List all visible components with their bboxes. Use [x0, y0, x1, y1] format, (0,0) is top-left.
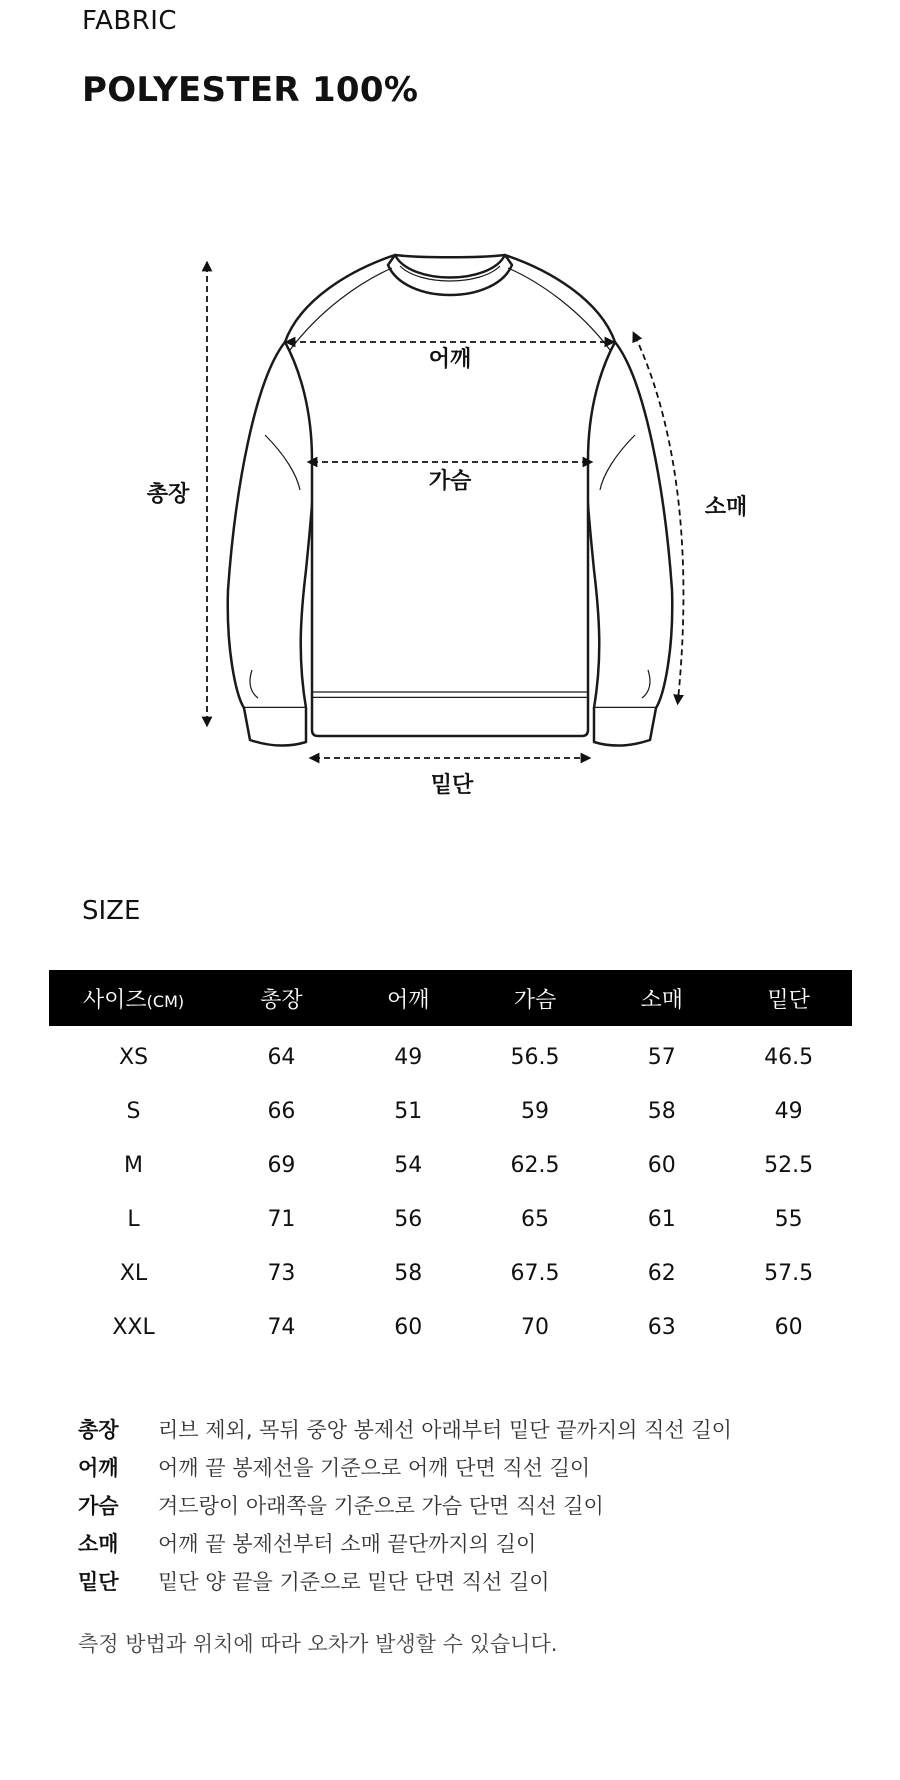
table-row [49, 1300, 852, 1354]
measurement-definitions [78, 1410, 732, 1600]
sleeve-cell: 57 [647, 1044, 676, 1070]
hem-rib-shape [312, 698, 588, 736]
definition-text: 밑단 양 끝을 기준으로 밑단 단면 직선 길이 [158, 1570, 550, 1594]
size-table-header [49, 970, 852, 1026]
length-cell: 73 [267, 1260, 296, 1286]
chest-label: 가슴 [428, 469, 472, 494]
hem-cell: 49 [774, 1098, 803, 1124]
shoulder-cell: 54 [394, 1152, 423, 1178]
chest-cell: 67.5 [510, 1260, 560, 1286]
length-label: 총장 [146, 482, 190, 507]
shoulder-label: 어깨 [428, 347, 472, 372]
definition-row [78, 1562, 732, 1600]
hem-cell: 52.5 [764, 1152, 814, 1178]
size-cell: XS [119, 1044, 149, 1070]
definition-text: 리브 제외, 목뒤 중앙 봉제선 아래부터 밑단 끝까지의 직선 길이 [158, 1418, 732, 1442]
fabric-value: POLYESTER 100% [82, 70, 419, 110]
size-section-title: SIZE [82, 896, 141, 926]
length-cell: 66 [267, 1098, 296, 1124]
sleeve-cell: 60 [647, 1152, 676, 1178]
definition-row [78, 1448, 732, 1486]
chest-cell: 59 [521, 1098, 549, 1124]
header-chest: 가슴 [472, 970, 599, 1026]
shoulder-cell: 56 [394, 1206, 423, 1232]
header-sleeve: 소매 [598, 970, 725, 1026]
length-cell: 74 [267, 1314, 296, 1340]
chest-cell: 65 [521, 1206, 549, 1232]
sleeve-cell: 62 [647, 1260, 676, 1286]
left-cuff-shape [244, 708, 306, 746]
sleeve-label: 소매 [704, 495, 748, 520]
chest-cell: 70 [521, 1314, 549, 1340]
definition-term: 총장 [78, 1418, 119, 1442]
size-cell: S [126, 1098, 141, 1124]
definition-term: 가슴 [78, 1494, 119, 1518]
fabric-label: FABRIC [82, 6, 178, 36]
right-sleeve-shape [586, 342, 673, 708]
sweatshirt-measurement-diagram [0, 230, 900, 830]
header-shoulder: 어깨 [345, 970, 472, 1026]
header-size: 사이즈(CM) [49, 970, 218, 1026]
table-row [49, 1246, 852, 1300]
table-row [49, 1192, 852, 1246]
hem-cell: 57.5 [764, 1260, 814, 1286]
size-cell: XL [119, 1260, 148, 1286]
definition-text: 겨드랑이 아래쪽을 기준으로 가슴 단면 직선 길이 [158, 1494, 604, 1518]
hem-cell: 55 [774, 1206, 803, 1232]
length-cell: 69 [267, 1152, 296, 1178]
size-cell: L [127, 1206, 140, 1232]
definition-text: 어깨 끝 봉제선부터 소매 끝단까지의 길이 [158, 1532, 537, 1556]
header-length: 총장 [218, 970, 345, 1026]
hem-cell: 60 [774, 1314, 803, 1340]
hem-label: 밑단 [430, 773, 474, 798]
size-cell: XXL [112, 1314, 155, 1340]
length-cell: 71 [267, 1206, 296, 1232]
shoulder-cell: 60 [394, 1314, 423, 1340]
left-sleeve-shape [228, 342, 315, 708]
shoulder-cell: 49 [394, 1044, 423, 1070]
definition-text: 어깨 끝 봉제선을 기준으로 어깨 단면 직선 길이 [158, 1456, 591, 1480]
sleeve-cell: 58 [647, 1098, 676, 1124]
sleeve-cell: 61 [647, 1206, 676, 1232]
definition-term: 소매 [78, 1532, 119, 1556]
sweatshirt-outline [228, 255, 673, 746]
shoulder-cell: 58 [394, 1260, 423, 1286]
chest-cell: 56.5 [510, 1044, 560, 1070]
right-cuff-shape [594, 708, 656, 746]
table-row [49, 1026, 852, 1084]
definition-row [78, 1524, 732, 1562]
size-table [49, 970, 852, 1354]
table-row [49, 1084, 852, 1138]
measurement-note: 측정 방법과 위치에 따라 오차가 발생할 수 있습니다. [78, 1632, 558, 1656]
hem-cell: 46.5 [764, 1044, 814, 1070]
sleeve-cell: 63 [647, 1314, 676, 1340]
chest-cell: 62.5 [510, 1152, 560, 1178]
length-cell: 64 [267, 1044, 296, 1070]
header-hem: 밑단 [725, 970, 852, 1026]
definition-row [78, 1410, 732, 1448]
table-row [49, 1138, 852, 1192]
definition-term: 어깨 [78, 1456, 119, 1480]
size-cell: M [124, 1152, 144, 1178]
definition-row [78, 1486, 732, 1524]
shoulder-cell: 51 [394, 1098, 423, 1124]
definition-term: 밑단 [78, 1570, 119, 1594]
